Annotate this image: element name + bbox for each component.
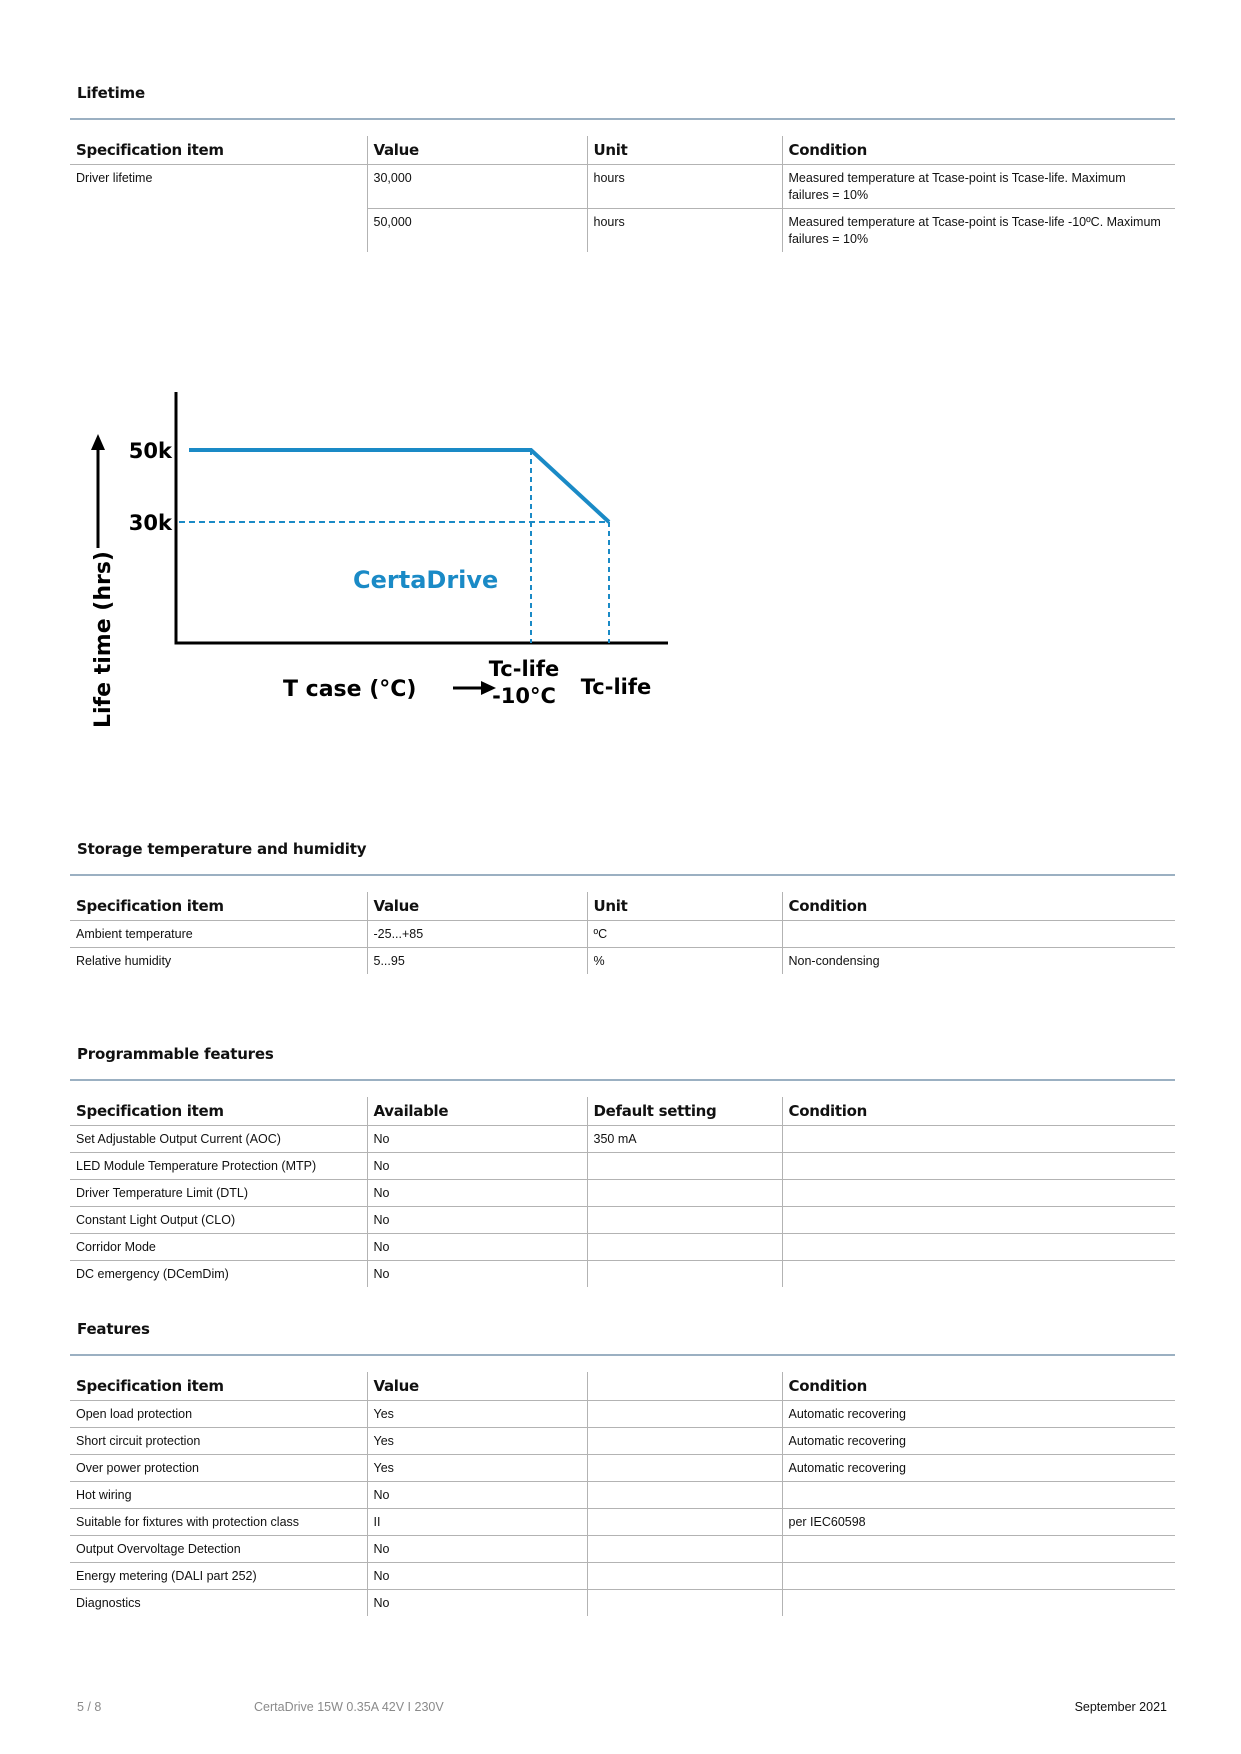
table-row	[70, 948, 1175, 975]
value-cell: No	[367, 1234, 587, 1261]
value-cell: Yes	[367, 1401, 587, 1428]
unit-cell	[587, 1428, 782, 1455]
spec-item-cell: Ambient temperature	[70, 921, 367, 948]
unit-cell	[587, 1261, 782, 1288]
table-row	[70, 1261, 1175, 1288]
value-cell: Yes	[367, 1428, 587, 1455]
section-title: Programmable features	[77, 1045, 274, 1063]
header-cell: Value	[367, 136, 587, 165]
unit-cell	[587, 1180, 782, 1207]
value-cell: II	[367, 1509, 587, 1536]
unit-cell	[587, 1153, 782, 1180]
table-row	[70, 921, 1175, 948]
spec-item-cell: Set Adjustable Output Current (AOC)	[70, 1126, 367, 1153]
condition-cell	[782, 1126, 1175, 1153]
header-cell: Value	[367, 892, 587, 921]
header-cell: Unit	[587, 892, 782, 921]
header-cell: Unit	[587, 136, 782, 165]
value-cell: -25...+85	[367, 921, 587, 948]
spec-item-cell: Constant Light Output (CLO)	[70, 1207, 367, 1234]
programmable-features-section	[70, 1043, 1175, 1287]
header-cell: Condition	[782, 136, 1175, 165]
section-divider	[70, 118, 1175, 120]
header-cell: Specification item	[70, 136, 367, 165]
condition-cell	[782, 1207, 1175, 1234]
value-cell: No	[367, 1180, 587, 1207]
table-row	[70, 1482, 1175, 1509]
condition-cell: Automatic recovering	[782, 1401, 1175, 1428]
value-cell: 50,000	[367, 209, 587, 253]
condition-cell: Measured temperature at Tcase-point is Tcase-life -10ºC. Maximum failures = 10%	[782, 209, 1175, 253]
y-tick-label: 30k	[128, 511, 172, 535]
condition-cell	[782, 1482, 1175, 1509]
series-line-certadrive	[189, 450, 609, 522]
spec-item-cell: Suitable for fixtures with protection class	[70, 1509, 367, 1536]
unit-cell	[587, 1401, 782, 1428]
spec-item-cell: Driver Temperature Limit (DTL)	[70, 1180, 367, 1207]
unit-cell: %	[587, 948, 782, 975]
value-cell: No	[367, 1536, 587, 1563]
value-cell: No	[367, 1590, 587, 1617]
header-cell: Condition	[782, 1372, 1175, 1401]
condition-cell: per IEC60598	[782, 1509, 1175, 1536]
table-row	[70, 1563, 1175, 1590]
section-title: Lifetime	[77, 84, 145, 102]
condition-cell	[782, 1153, 1175, 1180]
table-header-row	[70, 136, 1175, 165]
x-axis-arrow-icon	[453, 681, 496, 695]
table-row	[70, 209, 1175, 253]
value-cell: No	[367, 1563, 587, 1590]
reference-lines	[179, 450, 609, 643]
table-row	[70, 165, 1175, 209]
unit-cell	[587, 1536, 782, 1563]
value-cell: No	[367, 1126, 587, 1153]
footer-product-name: CertaDrive 15W 0.35A 42V I 230V	[254, 1700, 444, 1714]
x-axis-label: T case (°C)	[283, 677, 417, 702]
value-cell: No	[367, 1261, 587, 1288]
spec-item-cell: Corridor Mode	[70, 1234, 367, 1261]
header-cell: Specification item	[70, 1097, 367, 1126]
condition-cell: Measured temperature at Tcase-point is Tcase-life. Maximum failures = 10%	[782, 165, 1175, 209]
spec-item-cell	[70, 209, 367, 253]
storage-section	[70, 838, 1175, 974]
footer-page-number: 5 / 8	[77, 1700, 102, 1714]
x-tick-label: Tc-life	[488, 657, 560, 681]
table-header-row	[70, 1372, 1175, 1401]
spec-item-cell: Driver lifetime	[76, 171, 153, 185]
header-cell: Specification item	[70, 892, 367, 921]
unit-cell	[587, 1234, 782, 1261]
section-title: Storage temperature and humidity	[77, 840, 367, 858]
header-cell: Available	[367, 1097, 587, 1126]
unit-cell	[587, 1509, 782, 1536]
table-row	[70, 1153, 1175, 1180]
unit-cell: hours	[587, 209, 782, 253]
table-row	[70, 1455, 1175, 1482]
spec-item-cell: Relative humidity	[76, 954, 172, 968]
y-axis-arrow-icon	[91, 434, 105, 548]
condition-cell: Automatic recovering	[782, 1455, 1175, 1482]
header-cell	[587, 1372, 782, 1401]
features-section	[70, 1318, 1175, 1616]
value-cell: 5...95	[367, 948, 587, 975]
condition-cell	[782, 1536, 1175, 1563]
condition-cell	[782, 921, 1175, 948]
spec-item-cell: DC emergency (DCemDim)	[76, 1267, 229, 1281]
unit-cell	[587, 1207, 782, 1234]
table-row	[70, 1180, 1175, 1207]
unit-cell	[587, 1563, 782, 1590]
table-row	[70, 1126, 1175, 1153]
section-divider	[70, 1079, 1175, 1081]
section-title: Features	[77, 1320, 150, 1338]
x-tick-label: Tc-life	[580, 675, 652, 699]
lifetime-table	[70, 136, 1175, 252]
unit-cell	[587, 1455, 782, 1482]
programmable-features-table	[70, 1097, 1175, 1287]
value-cell: No	[367, 1482, 587, 1509]
unit-cell	[587, 1590, 782, 1617]
value-cell: Yes	[367, 1455, 587, 1482]
spec-item-cell: Diagnostics	[76, 1596, 141, 1610]
condition-cell	[782, 1234, 1175, 1261]
table-row	[70, 1401, 1175, 1428]
y-axis-label: Life time (hrs)	[91, 551, 116, 728]
unit-cell: 350 mA	[587, 1126, 782, 1153]
section-divider	[70, 1354, 1175, 1356]
lifetime-section	[70, 82, 1175, 252]
spec-item-cell: Hot wiring	[70, 1482, 367, 1509]
header-cell: Specification item	[70, 1372, 367, 1401]
header-cell: Default setting	[587, 1097, 782, 1126]
spec-item-cell: Output Overvoltage Detection	[70, 1536, 367, 1563]
footer-date: September 2021	[1074, 1700, 1167, 1714]
storage-table	[70, 892, 1175, 974]
unit-cell	[587, 1482, 782, 1509]
condition-cell: Automatic recovering	[782, 1428, 1175, 1455]
table-row	[70, 1590, 1175, 1617]
header-cell: Condition	[782, 1097, 1175, 1126]
spec-item-cell: Open load protection	[70, 1401, 367, 1428]
lifetime-chart	[88, 388, 768, 758]
condition-cell	[782, 1563, 1175, 1590]
spec-item-cell: Over power protection	[70, 1455, 367, 1482]
chart-brand-label: CertaDrive	[353, 566, 499, 594]
table-row	[70, 1234, 1175, 1261]
condition-cell	[782, 1261, 1175, 1288]
value-cell: 30,000	[367, 165, 587, 209]
header-cell: Condition	[782, 892, 1175, 921]
table-header-row	[70, 892, 1175, 921]
condition-cell: Non-condensing	[782, 948, 1175, 975]
value-cell: No	[367, 1153, 587, 1180]
table-row	[70, 1428, 1175, 1455]
section-divider	[70, 874, 1175, 876]
value-cell: No	[367, 1207, 587, 1234]
table-row	[70, 1509, 1175, 1536]
spec-item-cell: Energy metering (DALI part 252)	[70, 1563, 367, 1590]
x-tick-label: -10°C	[492, 684, 556, 708]
table-row	[70, 1536, 1175, 1563]
table-row	[70, 1207, 1175, 1234]
unit-cell: ºC	[587, 921, 782, 948]
header-cell: Value	[367, 1372, 587, 1401]
condition-cell	[782, 1180, 1175, 1207]
table-header-row	[70, 1097, 1175, 1126]
y-tick-label: 50k	[128, 439, 172, 463]
lifetime-chart-svg	[88, 388, 768, 758]
spec-item-cell: Short circuit protection	[70, 1428, 367, 1455]
condition-cell	[782, 1590, 1175, 1617]
spec-item-cell: LED Module Temperature Protection (MTP)	[70, 1153, 367, 1180]
features-table	[70, 1372, 1175, 1616]
unit-cell: hours	[587, 165, 782, 209]
